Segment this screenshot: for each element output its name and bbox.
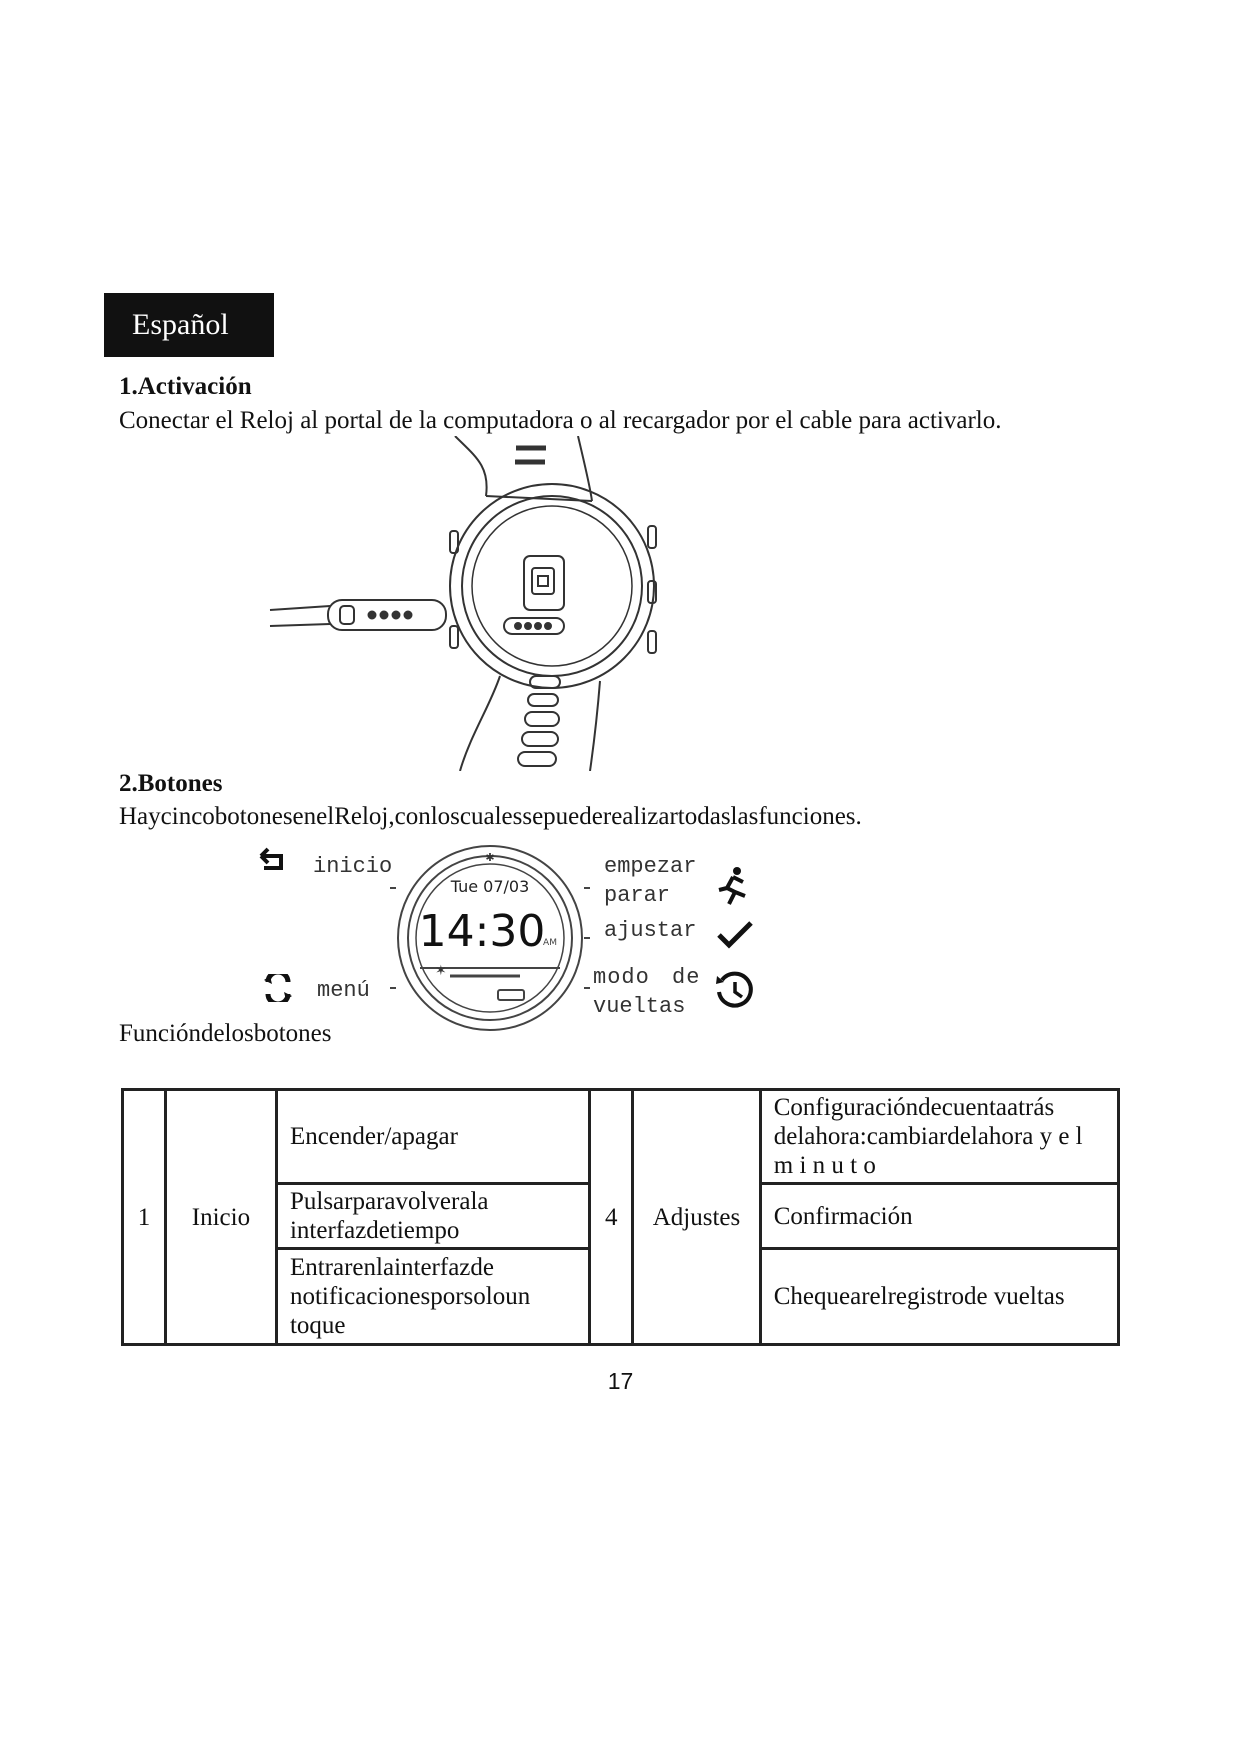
label-empezar: empezar — [604, 854, 697, 879]
watch-face-illustration — [390, 838, 590, 1038]
button-name-adjustes: Adjustes — [633, 1090, 761, 1345]
checkmark-icon — [716, 920, 754, 950]
section-activation-heading: 1.Activación — [119, 373, 252, 400]
label-modo: modo de — [593, 965, 701, 990]
label-ajustar: ajustar — [604, 918, 697, 943]
inicio-function-2: Pulsarparavolverala interfazdetiempo — [276, 1184, 589, 1249]
runner-icon — [713, 866, 751, 906]
inicio-function-1: Encender/apagar — [276, 1090, 589, 1184]
label-parar: parar — [604, 883, 671, 908]
section-buttons-text: HaycincobotonesenelReloj,conloscualessepuederealizartodaslasfunciones. — [119, 803, 862, 830]
adjustes-function-2: Confirmación — [760, 1184, 1118, 1249]
table-caption: Funcióndelosbotones — [119, 1020, 332, 1047]
label-inicio: inicio — [313, 854, 393, 879]
language-badge: Español — [104, 293, 274, 357]
back-arrow-icon — [258, 846, 284, 876]
page-number: 17 — [607, 1368, 634, 1394]
row-number-1: 1 — [123, 1090, 166, 1345]
watch-charging-illustration — [260, 436, 760, 771]
watch-ampm: AM — [543, 938, 557, 948]
adjustes-function-1: Configuracióndecuentaatrás delahora:cambiardelahora y e l m i n u t o — [760, 1090, 1118, 1184]
label-vueltas: vueltas — [593, 994, 686, 1019]
inicio-function-3: Entrarenlainterfazde notificacionesporsoloun toque — [276, 1249, 589, 1345]
button-functions-table — [121, 1088, 1120, 1346]
section-activation-text: Conectar el Reloj al portal de la computadora o al recargador por el cable para activarlo. — [119, 407, 1002, 434]
history-icon — [714, 970, 756, 1012]
svg-text:✱: ✱ — [485, 851, 495, 864]
svg-text:✶: ✶ — [435, 963, 447, 979]
watch-time: 14:30 — [418, 906, 546, 957]
adjustes-function-3: Chequearelregistrode vueltas — [760, 1249, 1118, 1345]
label-menu: menú — [317, 978, 370, 1003]
refresh-icon — [262, 974, 294, 1002]
button-name-inicio: Inicio — [165, 1090, 276, 1345]
row-number-4: 4 — [590, 1090, 633, 1345]
section-buttons-heading: 2.Botones — [119, 770, 223, 797]
watch-date: Tue 07/03 — [450, 877, 530, 896]
